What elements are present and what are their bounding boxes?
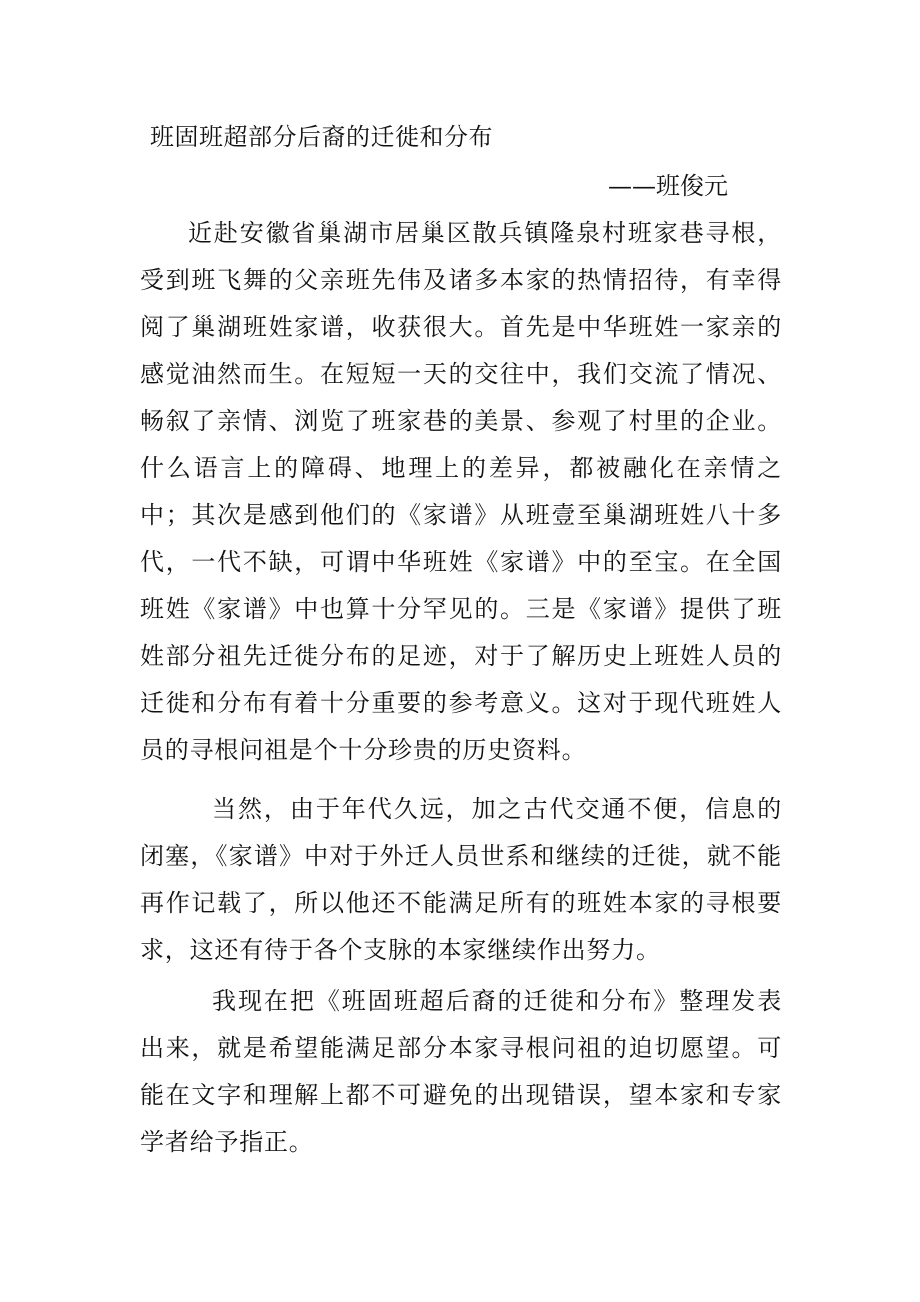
paragraph-1: 近赴安徽省巢湖市居巢区散兵镇隆泉村班家巷寻根，受到班飞舞的父亲班先伟及诸多本家的热情招待，有幸得阅了巢湖班姓家谱，收获很大。首先是中华班姓一家亲的感觉油然而生。在短短一天的交往中，我们交流了情况、畅叙了亲情、浏览了班家巷的美景、参观了村里的企业。什么语言上的障碍、地理上的差异，都被融化在亲情之中；其次是感到他们的《家谱》从班壹至巢湖班姓八十多代，一代不缺，可谓中华班姓《家谱》中的至宝。在全国班姓《家谱》中也算十分罕见的。三是《家谱》提供了班姓部分祖先迁徙分布的足迹，对于了解历史上班姓人员的迁徙和分布有着十分重要的参考意义。这对于现代班姓人员的寻根问祖是个十分珍贵的历史资料。 <box>140 219 782 764</box>
author-line: ——班俊元 <box>608 172 728 200</box>
paragraph-2: 当然，由于年代久远，加之古代交通不便，信息的闭塞，《家谱》中对于外迁人员世系和继续的迁徙，就不能再作记载了，所以他还不能满足所有的班姓本家的寻根要求，这还有待于各个支脉的本家继续作出努力。 <box>140 795 782 964</box>
document-title: 班固班超部分后裔的迁徙和分布 <box>150 123 493 151</box>
paragraph-3: 我现在把《班固班超后裔的迁徙和分布》整理发表出来，就是希望能满足部分本家寻根问祖的迫切愿望。可能在文字和理解上都不可避免的出现错误，望本家和专家学者给予指正。 <box>140 987 782 1156</box>
